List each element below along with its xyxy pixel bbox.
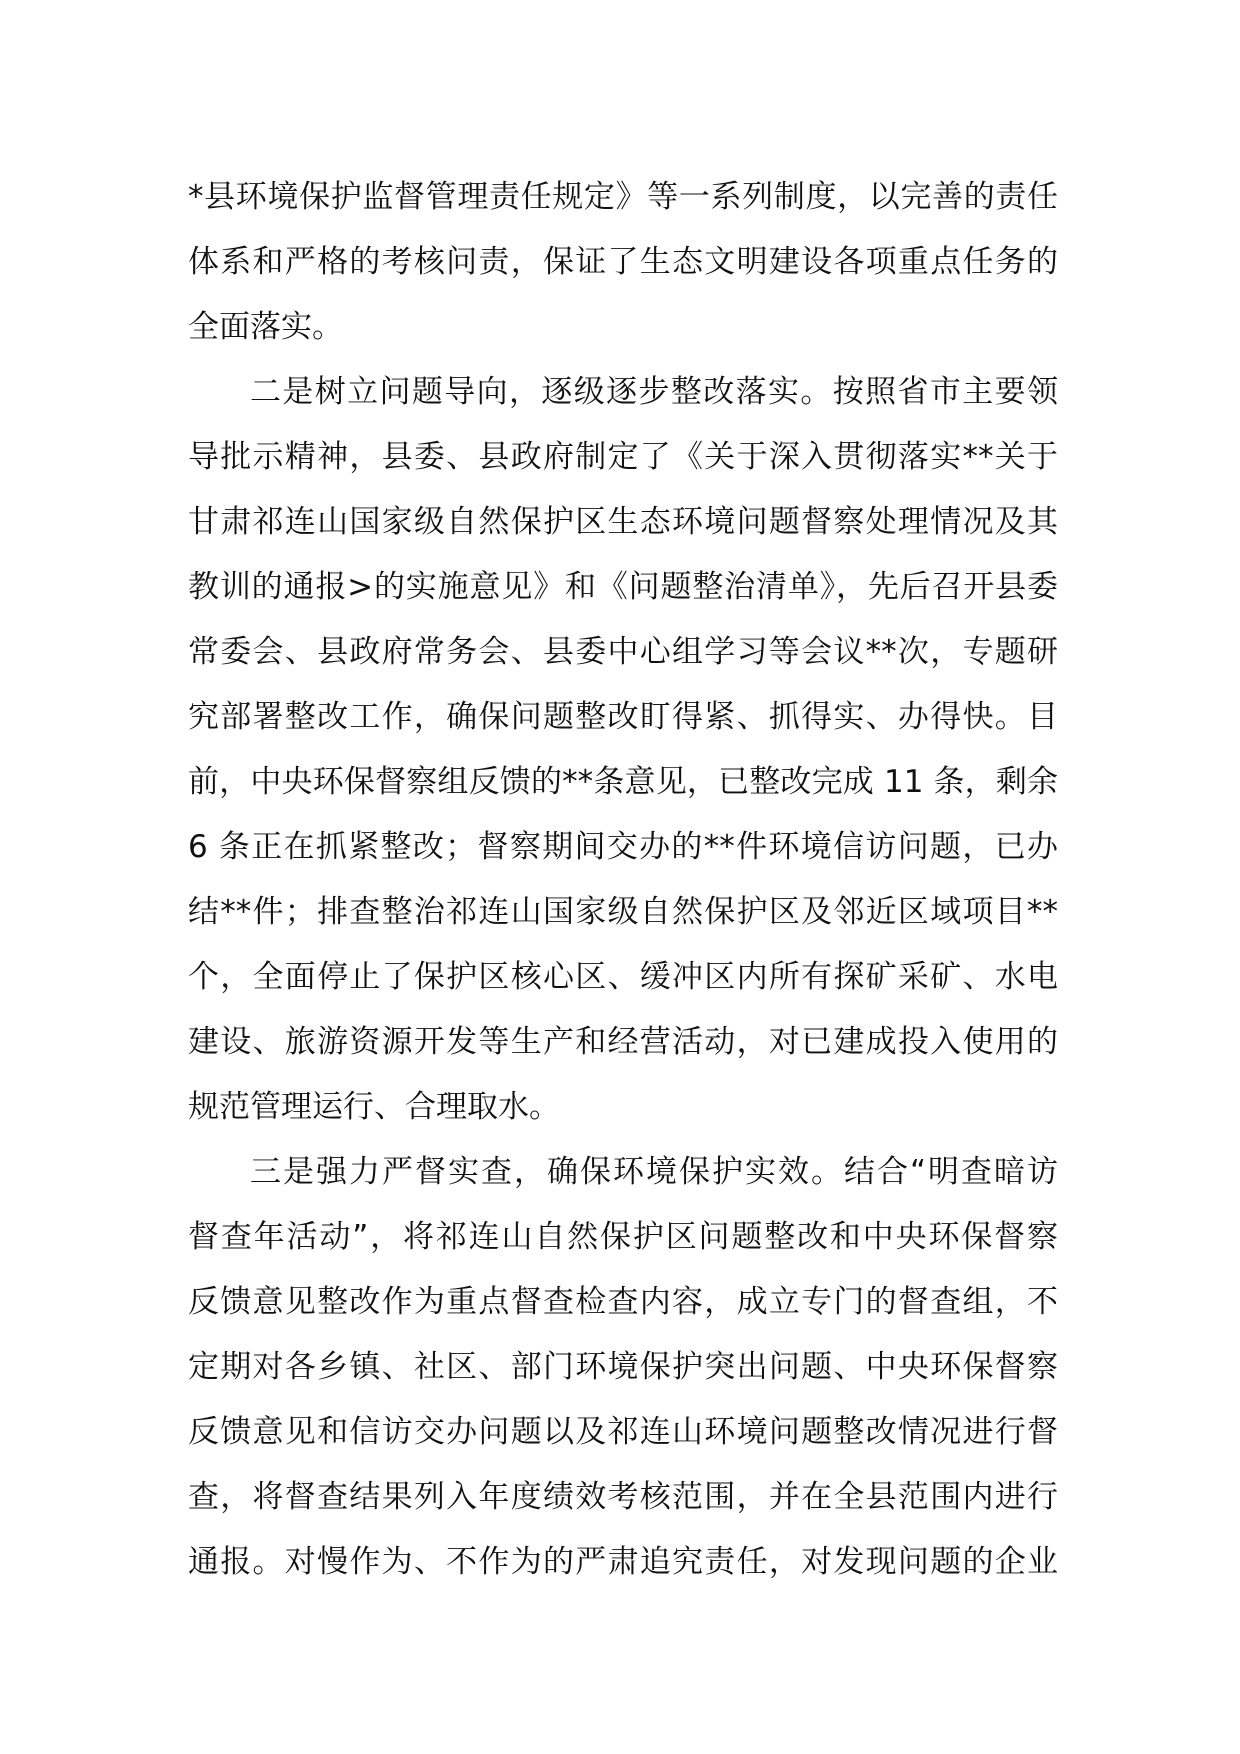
text-line: 定期对各乡镇、社区、部门环境保护突出问题、中央环保督察 [188,1349,1058,1385]
text-line: 6 条正在抓紧整改；督察期间交办的**件环境信访问题，已办 [188,829,1058,865]
text-line: 常委会、县政府常务会、县委中心组学习等会议**次，专题研 [188,634,1058,670]
text-line: 甘肃祁连山国家级自然保护区生态环境问题督察处理情况及其 [188,504,1058,540]
text-line: 究部署整改工作，确保问题整改盯得紧、抓得实、办得快。目 [188,699,1058,735]
text-line: 结**件；排查整治祁连山国家级自然保护区及邻近区域项目** [188,894,1058,930]
paragraph-start-line: 三是强力严督实查，确保环境保护实效。结合“明查暗访 [250,1154,1058,1190]
text-line: 通报。对慢作为、不作为的严肃追究责任，对发现问题的企业 [188,1544,1058,1580]
paragraph-start-line: 二是树立问题导向，逐级逐步整改落实。按照省市主要领 [250,374,1058,410]
text-line: 教训的通报>的实施意见》和《问题整治清单》，先后召开县委 [188,569,1058,605]
text-line: 规范管理运行、合理取水。 [188,1089,560,1125]
text-line: 全面落实。 [188,309,343,345]
text-line: 导批示精神，县委、县政府制定了《关于深入贯彻落实**关于 [188,439,1058,475]
text-line: 督查年活动”，将祁连山自然保护区问题整改和中央环保督察 [188,1219,1058,1255]
text-line: 反馈意见和信访交办问题以及祁连山环境问题整改情况进行督 [188,1414,1058,1450]
text-line: 前，中央环保督察组反馈的**条意见，已整改完成 11 条，剩余 [188,764,1058,800]
text-line: 查，将督查结果列入年度绩效考核范围，并在全县范围内进行 [188,1479,1058,1515]
text-line: 个，全面停止了保护区核心区、缓冲区内所有探矿采矿、水电 [188,959,1058,995]
text-line: 体系和严格的考核问责，保证了生态文明建设各项重点任务的 [188,244,1058,280]
text-line: 建设、旅游资源开发等生产和经营活动，对已建成投入使用的 [188,1024,1058,1060]
text-line: *县环境保护监督管理责任规定》等一系列制度，以完善的责任 [188,179,1058,215]
document-body [188,165,1058,1595]
text-line: 反馈意见整改作为重点督查检查内容，成立专门的督查组，不 [188,1284,1058,1320]
